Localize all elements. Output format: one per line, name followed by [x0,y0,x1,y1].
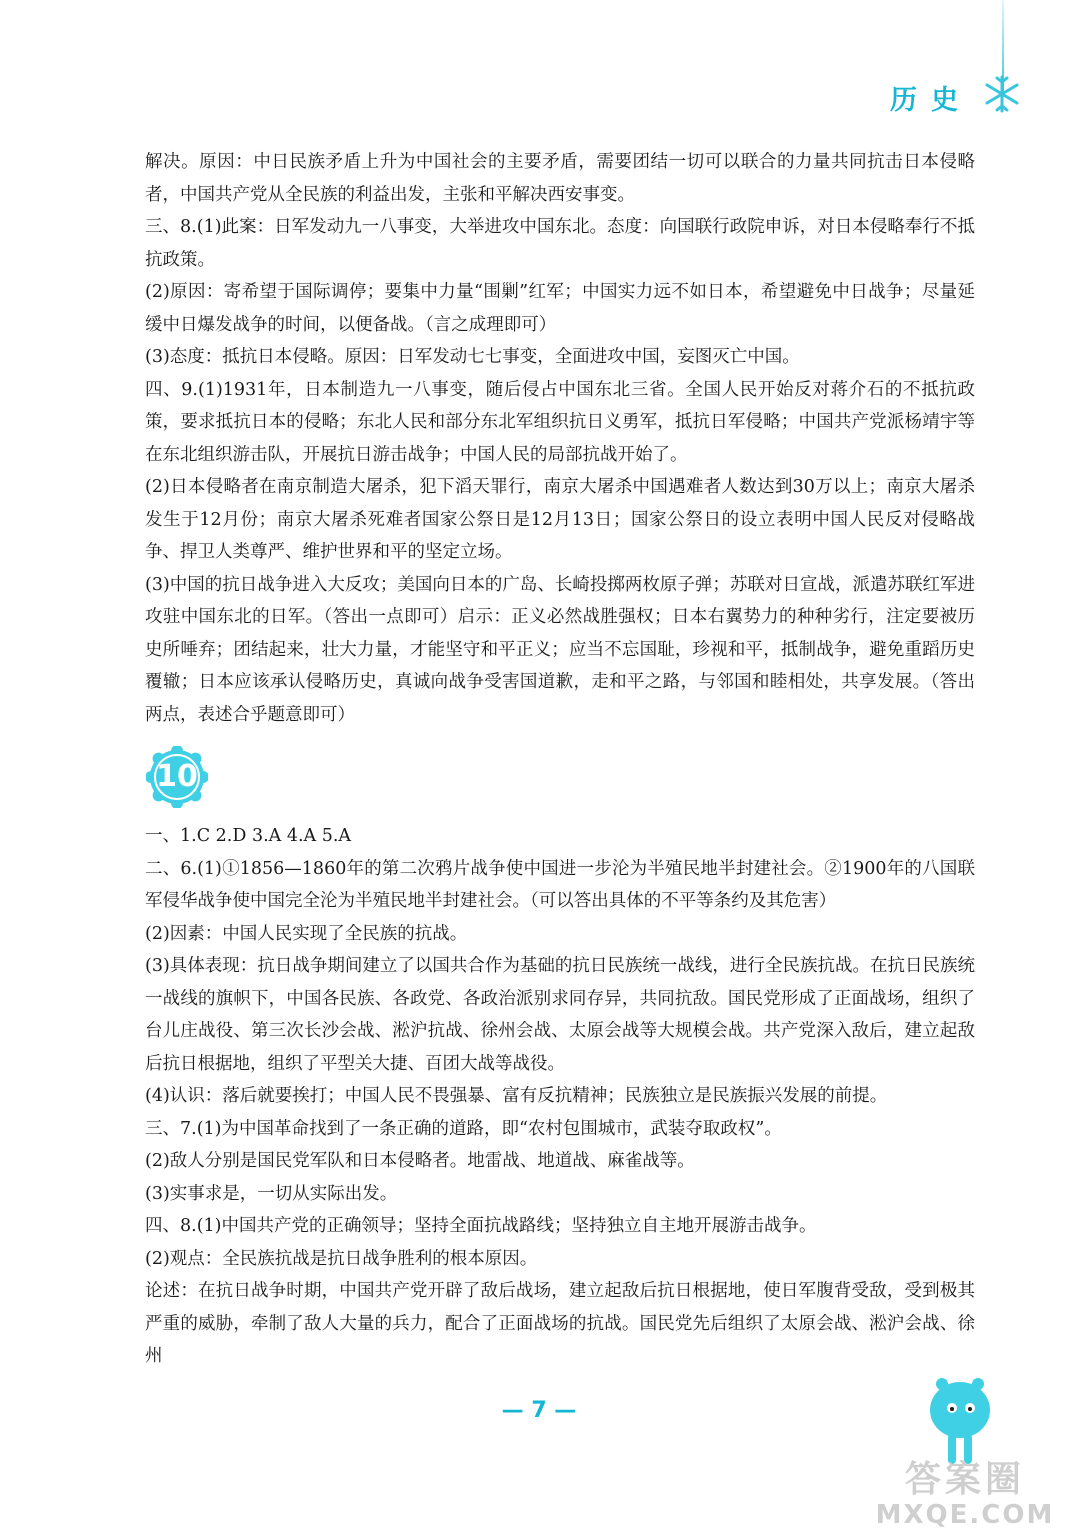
answer-paragraph: 四、8.(1)中国共产党的正确领导；坚持全面抗战路线；坚持独立自主地开展游击战争。 [145,1216,817,1236]
watermark-logo-text: 答案圈 [904,1459,1025,1500]
answer-paragraph: (2)因素：中国人民实现了全民族的抗战。 [145,923,468,944]
section-number: 10 [156,759,198,794]
subject-title: 历史 [890,85,972,116]
answer-paragraph: (2)原因：寄希望于国际调停；要集中力量“围剿”红军；中国实力远不如日本，希望避免中日战争；尽量延缓中日爆发战争的时间，以便备战。（言之成理即可） [145,282,975,335]
answer-paragraph: (3)中国的抗日战争进入大反攻；美国向日本的广岛、长崎投掷两枚原子弹；苏联对日宣战，派遣苏联红军进攻驻中国东北的日军。（答出一点即可）启示：正义必然战胜强权；日本右翼势力的种种劣行，注定要被历史所唾弃；团结起来，壮大力量，才能坚守和平正义；应当不忘国耻，珍视和平，抵制战争，避免重蹈历史覆辙；日本应该承认侵略历史，真诚向战争受害国道歉，走和平之路，与邻国和睦相处，共享发展。（答出两点，表述合乎题意即可） [145,574,975,725]
answer-paragraph: (2)日本侵略者在南京制造大屠杀，犯下滔天罪行，南京大屠杀中国遇难者人数达到30万以上；南京大屠杀发生于12月份；南京大屠杀死难者国家公祭日是12月13日；国家公祭日的设立表明中国人民反对侵略战争、捍卫人类尊严、维护世界和平的坚定立场。 [145,477,975,562]
answer-paragraph: 三、7.(1)为中国革命找到了一条正确的道路，即“农村包围城市，武装夺取政权”。 [145,1118,782,1139]
answer-paragraph: (2)敌人分别是国民党军队和日本侵略者。地雷战、地道战、麻雀战等。 [145,1151,695,1171]
answer-paragraph: 论述：在抗日战争时期，中国共产党开辟了敌后战场，建立起敌后抗日根据地，使日军腹背受敌，受到极其严重的威胁，牵制了敌人大量的兵力，配合了正面战场的抗战。国民党先后组织了太原会战、淞沪会战、徐州 [145,1281,975,1366]
page-number: — 7 — [501,1398,577,1423]
answer-text-top [145,146,975,731]
section-badge [146,746,208,808]
snowflake-icon [982,74,1022,114]
answer-paragraph: 三、8.(1)此案：日军发动九一八事变，大举进攻中国东北。态度：向国联行政院申诉，对日本侵略奉行不抵抗政策。 [145,217,975,270]
answer-paragraph: (3)态度：抵抗日本侵略。原因：日军发动七七事变，全面进攻中国，妄图灭亡中国。 [145,347,800,367]
answer-paragraph: (4)认识：落后就要挨打；中国人民不畏强暴、富有反抗精神；民族独立是民族振兴发展的前提。 [145,1086,888,1106]
answer-text-bottom [145,820,975,1373]
watermark [860,1460,1070,1532]
answer-paragraph: 四、9.(1)1931年，日本制造九一八事变，随后侵占中国东北三省。全国人民开始反对蒋介石的不抵抗政策，要求抵抗日本的侵略；东北人民和部分东北军组织抗日义勇军，抵抗日军侵略；中国共产党派杨靖宇等在东北组织游击队，开展抗日游击战争；中国人民的局部抗战开始了。 [145,379,975,465]
answer-paragraph: (3)具体表现：抗日战争期间建立了以国共合作为基础的抗日民族统一战线，进行全民族抗战。在抗日民族统一战线的旗帜下，中国各民族、各政党、各政治派别求同存异，共同抗敌。国民党形成了正面战场，组织了台儿庄战役、第三次长沙会战、淞沪抗战、徐州会战、太原会战等大规模会战。共产党深入敌后，建立起敌后抗日根据地，组织了平型关大捷、百团大战等战役。 [145,956,975,1074]
answer-paragraph: 解决。原因：中日民族矛盾上升为中国社会的主要矛盾，需要团结一切可以联合的力量共同抗击日本侵略者，中国共产党从全民族的利益出发，主张和平解决西安事变。 [145,152,975,205]
answer-paragraph: 一、1.C 2.D 3.A 4.A 5.A [145,826,352,846]
answer-paragraph: (2)观点：全民族抗战是抗日战争胜利的根本原因。 [145,1248,538,1269]
answer-paragraph: (3)实事求是，一切从实际出发。 [145,1183,398,1204]
watermark-url: MXQE.COM [875,1500,1055,1530]
answer-paragraph: 二、6.(1)①1856—1860年的第二次鸦片战争使中国进一步沦为半殖民地半封建社会。②1900年的八国联军侵华战争使中国完全沦为半殖民地半封建社会。（可以答出具体的不平等条约及其危害） [145,858,975,911]
